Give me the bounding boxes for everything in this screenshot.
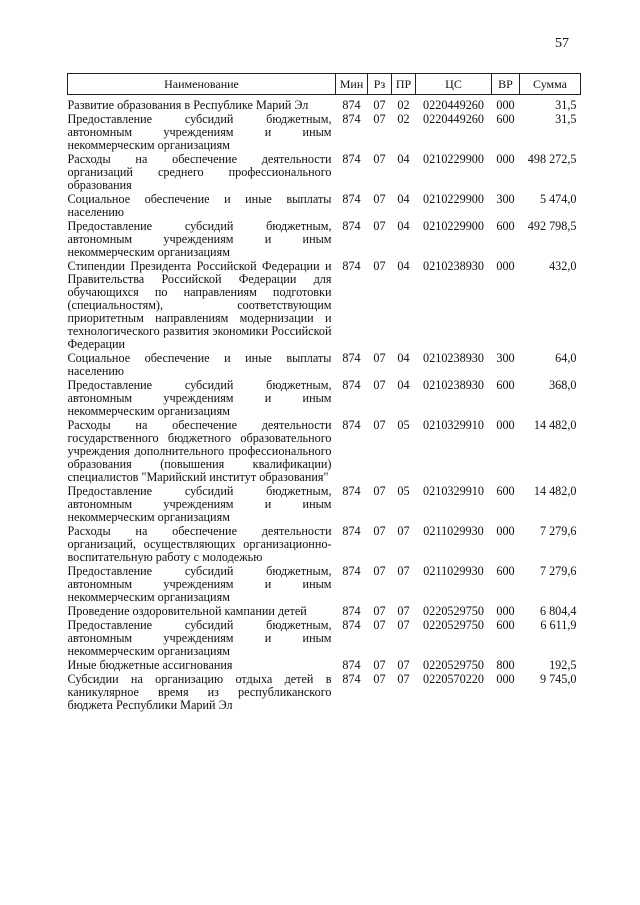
table-header xyxy=(68,74,581,95)
row-rz-cell: 07 xyxy=(373,604,386,618)
table-row xyxy=(68,672,581,712)
row-cs-cell: 0220449260 xyxy=(423,98,484,112)
row-vr-cell: 800 xyxy=(496,658,515,672)
row-vr-cell: 600 xyxy=(496,618,515,632)
row-pr-cell: 04 xyxy=(397,351,410,365)
budget-table xyxy=(67,73,581,712)
row-pr-cell: 04 xyxy=(397,152,410,166)
row-vr-cell: 300 xyxy=(496,351,515,365)
row-min-cell: 874 xyxy=(342,112,361,126)
row-sum-cell: 7 279,6 xyxy=(539,564,577,578)
row-name-cell: Стипендии Президента Российской Федерации и Правительства Российской Федерации для обучающихся по направлениям подготовки (специальностям), соответствующим приоритетным направлениям модернизации и технологического развития экономики Российской Федерации xyxy=(67,259,332,351)
row-sum-cell: 192,5 xyxy=(549,658,577,672)
row-cs-cell: 0220570220 xyxy=(423,672,484,686)
row-cs-cell: 0210329910 xyxy=(423,484,484,498)
row-rz-cell: 07 xyxy=(373,672,386,686)
row-rz-cell: 07 xyxy=(373,378,386,392)
row-sum-cell: 368,0 xyxy=(549,378,577,392)
table-row xyxy=(68,192,581,219)
row-name-cell: Проведение оздоровительной кампании детей xyxy=(67,604,307,618)
row-cs-cell: 0220529750 xyxy=(423,658,484,672)
row-min-cell: 874 xyxy=(342,98,361,112)
row-min-cell: 874 xyxy=(342,192,361,206)
row-pr-cell: 04 xyxy=(397,219,410,233)
row-rz-cell: 07 xyxy=(373,219,386,233)
row-rz-cell: 07 xyxy=(373,618,386,632)
table-row xyxy=(68,152,581,192)
table-row xyxy=(68,98,581,112)
row-pr-cell: 07 xyxy=(397,564,410,578)
row-rz-cell: 07 xyxy=(373,192,386,206)
row-sum-cell: 432,0 xyxy=(549,259,577,273)
header-cs: ЦС xyxy=(416,74,492,95)
table-row xyxy=(68,418,581,484)
table-row xyxy=(68,564,581,604)
table-row xyxy=(68,604,581,618)
row-min-cell: 874 xyxy=(342,418,361,432)
row-sum-cell: 14 482,0 xyxy=(533,418,577,432)
header-pr: ПР xyxy=(392,74,416,95)
row-pr-cell: 05 xyxy=(397,418,410,432)
row-rz-cell: 07 xyxy=(373,152,386,166)
row-rz-cell: 07 xyxy=(373,658,386,672)
row-pr-cell: 07 xyxy=(397,618,410,632)
header-rz: Рз xyxy=(368,74,392,95)
row-name-cell: Развитие образования в Республике Марий Эл xyxy=(67,98,309,112)
budget-table-container xyxy=(67,73,580,712)
row-name-cell: Иные бюджетные ассигнования xyxy=(67,658,233,672)
row-sum-cell: 6 804,4 xyxy=(539,604,577,618)
row-cs-cell: 0210238930 xyxy=(423,378,484,392)
row-sum-cell: 31,5 xyxy=(555,98,577,112)
row-pr-cell: 02 xyxy=(397,112,410,126)
table-body xyxy=(68,95,581,713)
row-rz-cell: 07 xyxy=(373,418,386,432)
row-name-cell: Предоставление субсидий бюджетным, автономным учреждениям и иным некоммерческим организациям xyxy=(67,564,332,604)
row-name-cell: Предоставление субсидий бюджетным, автономным учреждениям и иным некоммерческим организациям xyxy=(67,219,332,259)
table-row xyxy=(68,524,581,564)
row-vr-cell: 600 xyxy=(496,564,515,578)
row-vr-cell: 600 xyxy=(496,112,515,126)
row-vr-cell: 000 xyxy=(496,98,515,112)
header-vr: ВР xyxy=(492,74,520,95)
row-cs-cell: 0211029930 xyxy=(423,524,484,538)
page-number: 57 xyxy=(555,36,569,51)
row-name-cell: Социальное обеспечение и иные выплаты населению xyxy=(67,351,332,378)
row-vr-cell: 000 xyxy=(496,418,515,432)
row-sum-cell: 6 611,9 xyxy=(540,618,577,632)
table-row xyxy=(68,618,581,658)
row-min-cell: 874 xyxy=(342,672,361,686)
row-cs-cell: 0210229900 xyxy=(423,192,484,206)
header-min: Мин xyxy=(336,74,368,95)
row-cs-cell: 0210229900 xyxy=(423,152,484,166)
row-vr-cell: 600 xyxy=(496,378,515,392)
table-row xyxy=(68,219,581,259)
row-sum-cell: 498 272,5 xyxy=(527,152,577,166)
row-name-cell: Субсидии на организацию отдыха детей в каникулярное время из республиканского бюджета Республики Марий Эл xyxy=(67,672,332,712)
row-vr-cell: 000 xyxy=(496,259,515,273)
row-pr-cell: 07 xyxy=(397,672,410,686)
row-cs-cell: 0210329910 xyxy=(423,418,484,432)
row-cs-cell: 0210238930 xyxy=(423,351,484,365)
row-cs-cell: 0220529750 xyxy=(423,618,484,632)
row-rz-cell: 07 xyxy=(373,98,386,112)
row-cs-cell: 0220449260 xyxy=(423,112,484,126)
row-pr-cell: 07 xyxy=(397,604,410,618)
row-name-cell: Предоставление субсидий бюджетным, автономным учреждениям и иным некоммерческим организациям xyxy=(67,484,332,524)
row-vr-cell: 000 xyxy=(496,152,515,166)
table-row xyxy=(68,378,581,418)
row-min-cell: 874 xyxy=(342,564,361,578)
row-rz-cell: 07 xyxy=(373,564,386,578)
row-min-cell: 874 xyxy=(342,351,361,365)
row-name-cell: Социальное обеспечение и иные выплаты населению xyxy=(67,192,332,219)
row-name-cell: Предоставление субсидий бюджетным, автономным учреждениям и иным некоммерческим организациям xyxy=(67,378,332,418)
row-sum-cell: 5 474,0 xyxy=(539,192,577,206)
row-rz-cell: 07 xyxy=(373,484,386,498)
row-min-cell: 874 xyxy=(342,484,361,498)
row-cs-cell: 0210229900 xyxy=(423,219,484,233)
table-row xyxy=(68,351,581,378)
row-rz-cell: 07 xyxy=(373,112,386,126)
row-name-cell: Предоставление субсидий бюджетным, автономным учреждениям и иным некоммерческим организациям xyxy=(67,112,332,152)
row-rz-cell: 07 xyxy=(373,524,386,538)
row-vr-cell: 000 xyxy=(496,672,515,686)
row-vr-cell: 600 xyxy=(496,484,515,498)
row-min-cell: 874 xyxy=(342,219,361,233)
row-pr-cell: 07 xyxy=(397,658,410,672)
row-sum-cell: 492 798,5 xyxy=(527,219,577,233)
row-pr-cell: 05 xyxy=(397,484,410,498)
row-min-cell: 874 xyxy=(342,618,361,632)
header-sum: Сумма xyxy=(520,74,581,95)
row-rz-cell: 07 xyxy=(373,259,386,273)
row-min-cell: 874 xyxy=(342,524,361,538)
row-vr-cell: 000 xyxy=(496,524,515,538)
row-min-cell: 874 xyxy=(342,378,361,392)
table-row xyxy=(68,112,581,152)
row-cs-cell: 0210238930 xyxy=(423,259,484,273)
row-min-cell: 874 xyxy=(342,259,361,273)
row-vr-cell: 000 xyxy=(496,604,515,618)
row-sum-cell: 31,5 xyxy=(555,112,577,126)
row-min-cell: 874 xyxy=(342,152,361,166)
row-pr-cell: 02 xyxy=(397,98,410,112)
row-pr-cell: 04 xyxy=(397,259,410,273)
row-rz-cell: 07 xyxy=(373,351,386,365)
row-name-cell: Предоставление субсидий бюджетным, автономным учреждениям и иным некоммерческим организациям xyxy=(67,618,332,658)
table-row xyxy=(68,658,581,672)
row-min-cell: 874 xyxy=(342,604,361,618)
row-pr-cell: 07 xyxy=(397,524,410,538)
header-row xyxy=(68,74,581,95)
row-pr-cell: 04 xyxy=(397,192,410,206)
row-sum-cell: 9 745,0 xyxy=(539,672,577,686)
row-cs-cell: 0211029930 xyxy=(423,564,484,578)
row-min-cell: 874 xyxy=(342,658,361,672)
row-name-cell: Расходы на обеспечение деятельности организаций среднего профессионального образования xyxy=(67,152,332,192)
row-vr-cell: 300 xyxy=(496,192,515,206)
table-row xyxy=(68,484,581,524)
row-sum-cell: 64,0 xyxy=(555,351,577,365)
row-sum-cell: 14 482,0 xyxy=(533,484,577,498)
row-vr-cell: 600 xyxy=(496,219,515,233)
header-name: Наименование xyxy=(68,74,336,95)
row-name-cell: Расходы на обеспечение деятельности организаций, осуществляющих организационно-воспитательную работу с молодежью xyxy=(67,524,332,564)
row-name-cell: Расходы на обеспечение деятельности государственного бюджетного образовательного учреждения дополнительного профессионального образования (повышения квалификации) специалистов "Марийский институт образования" xyxy=(67,418,332,484)
row-cs-cell: 0220529750 xyxy=(423,604,484,618)
row-pr-cell: 04 xyxy=(397,378,410,392)
row-sum-cell: 7 279,6 xyxy=(539,524,577,538)
table-row xyxy=(68,259,581,351)
